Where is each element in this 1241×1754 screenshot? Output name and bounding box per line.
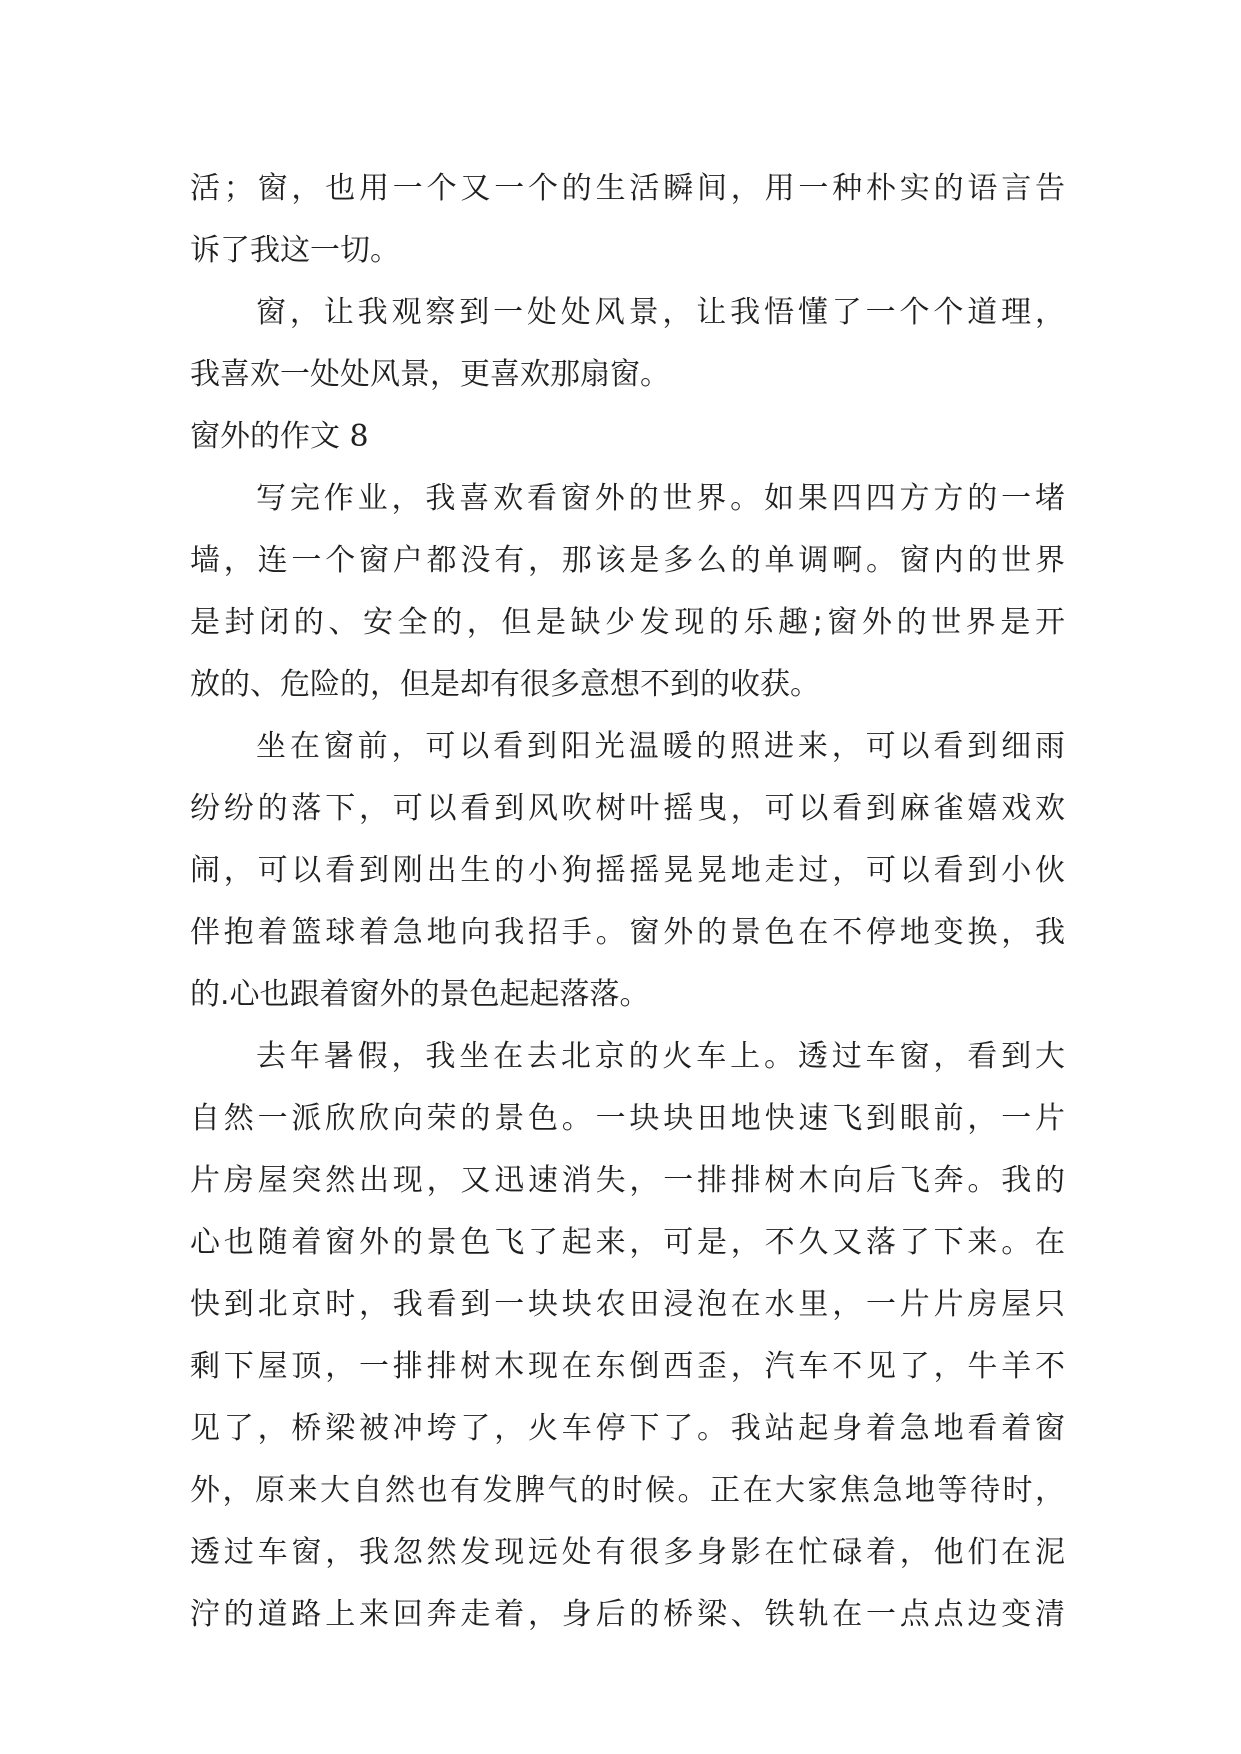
paragraph-line: 窗，让我观察到一处处风景，让我悟懂了一个个道理， [256, 295, 1065, 330]
paragraph-line: 剩下屋顶，一排排树木现在东倒西歪，汽车不见了，牛羊不 [190, 1349, 1065, 1384]
paragraph-line: 见了，桥梁被冲垮了，火车停下了。我站起身着急地看着窗 [190, 1411, 1065, 1446]
paragraph-line: 放的、危险的，但是却有很多意想不到的收获。 [190, 667, 820, 702]
paragraph-line: 闹，可以看到刚出生的小狗摇摇晃晃地走过，可以看到小伙 [190, 853, 1065, 888]
paragraph-line: 片房屋突然出现，又迅速消失，一排排树木向后飞奔。我的 [190, 1163, 1065, 1198]
paragraph-line: 自然一派欣欣向荣的景色。一块块田地快速飞到眼前，一片 [190, 1101, 1065, 1136]
paragraph-line: 活；窗，也用一个又一个的生活瞬间，用一种朴实的语言告 [190, 171, 1065, 206]
document-body [190, 158, 1065, 1646]
paragraph-line: 心也随着窗外的景色飞了起来，可是，不久又落了下来。在 [190, 1225, 1065, 1260]
paragraph-line: 纷纷的落下，可以看到风吹树叶摇曳，可以看到麻雀嬉戏欢 [190, 791, 1065, 826]
paragraph-line: 外，原来大自然也有发脾气的时候。正在大家焦急地等待时， [190, 1473, 1065, 1508]
paragraph-line: 墙，连一个窗户都没有，那该是多么的单调啊。窗内的世界 [190, 543, 1065, 578]
paragraph-line: 的.心也跟着窗外的景色起起落落。 [190, 977, 650, 1012]
paragraph-line: 泞的道路上来回奔走着，身后的桥梁、铁轨在一点点边变清 [190, 1597, 1065, 1632]
paragraph-line: 坐在窗前，可以看到阳光温暖的照进来，可以看到细雨 [256, 729, 1065, 764]
paragraph-line: 写完作业，我喜欢看窗外的世界。如果四四方方的一堵 [256, 481, 1065, 516]
paragraph-line: 透过车窗，我忽然发现远处有很多身影在忙碌着，他们在泥 [190, 1535, 1065, 1570]
paragraph-line: 我喜欢一处处风景，更喜欢那扇窗。 [190, 357, 670, 392]
paragraph-line: 伴抱着篮球着急地向我招手。窗外的景色在不停地变换，我 [190, 915, 1065, 950]
paragraph-line: 快到北京时，我看到一块块农田浸泡在水里，一片片房屋只 [190, 1287, 1065, 1322]
paragraph-line: 去年暑假，我坐在去北京的火车上。透过车窗，看到大 [256, 1039, 1065, 1074]
section-heading: 窗外的作文 8 [190, 419, 369, 454]
paragraph-line: 诉了我这一切。 [190, 233, 400, 268]
paragraph-line: 是封闭的、安全的，但是缺少发现的乐趣;窗外的世界是开 [190, 605, 1065, 640]
